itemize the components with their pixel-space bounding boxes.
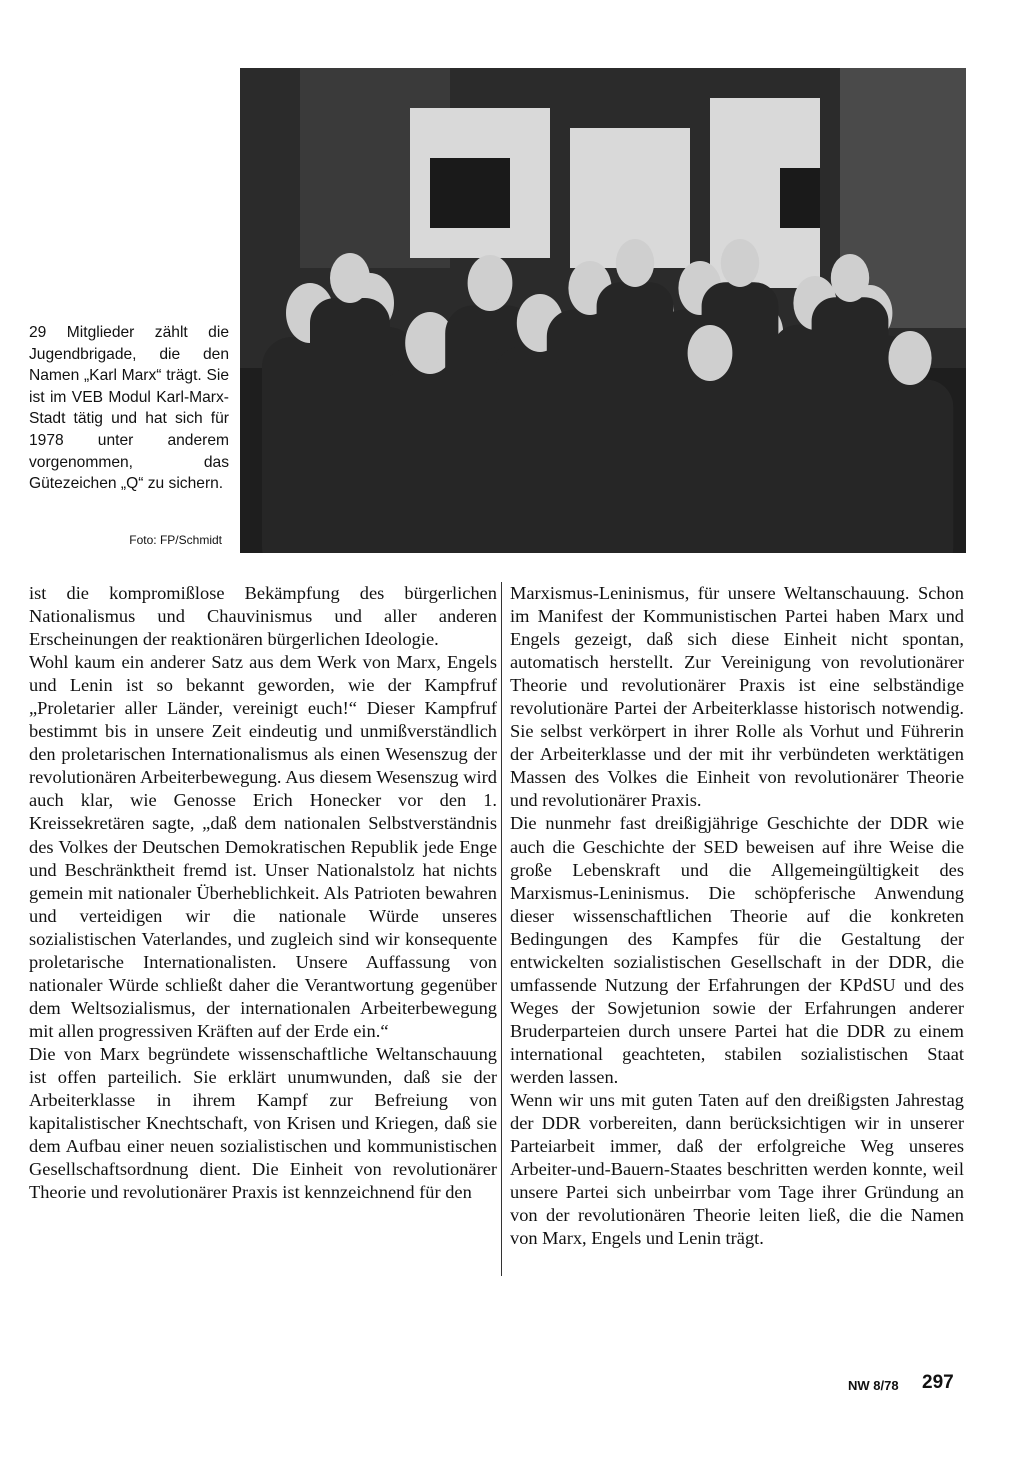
person-face xyxy=(831,254,869,302)
control-panel-left xyxy=(430,158,510,228)
photo-caption xyxy=(29,322,229,495)
person-face xyxy=(888,331,931,385)
photo-caption-text: 29 Mitglieder zählt die Jugendbrigade, die den Namen „Karl Marx“ trägt. Sie ist im VEB Modul Karl-Marx-Stadt tätig und hat sich für 1978 unter anderem vorgenommen, das Gütezeichen „Q“ zu sichern. xyxy=(29,324,229,493)
photo-credit: Foto: FP/Schmidt xyxy=(129,533,222,547)
person-face xyxy=(721,239,759,287)
control-panel-right xyxy=(780,168,820,228)
paragraph: ist die kompromißlose Bekämpfung des bürgerlichen Nationalismus und Chauvinismus und aller anderen Erscheinungen der reaktionären bürgerlichen Ideologie. xyxy=(29,583,497,650)
person-face xyxy=(468,255,513,311)
person-face xyxy=(616,239,654,287)
paragraph: Die von Marx begründete wissenschaftliche Weltanschauung ist offen parteilich. Sie erklärt unumwunden, daß sie der Arbeiterklasse in ihrem Kampf zur Befreiung von kapitalistischer Knechtschaft, von Krisen und Kriegen, daß sie dem Aufbau einer neuen sozialistischen und kommunistischen Gesellschaftsordnung dient. Die Einheit von revolutionärer Theorie und revolutionärer Praxis ist kennzeichnend für den xyxy=(29,1043,497,1203)
page-number: 297 xyxy=(922,1372,954,1393)
person-face xyxy=(688,325,733,381)
person-body xyxy=(812,297,889,553)
paragraph: Marxismus-Leninismus, für unsere Weltanschauung. Schon im Manifest der Kommunistischen Partei haben Marx und Engels gezeigt, daß sich diese Einheit nicht spontan, automatisch herstellt. Zur Vereinigung von revolutionärer Theorie und revolutionärer Praxis ist eine selbständige revolutionäre Partei der Arbeiterklasse historisch notwendig. Sie selbst verkörpert in ihrer Rolle als Vorhut und Führerin der Arbeiterklasse und der mit ihr verbündeten werktätigen Massen des Volkes die Einheit von revolutionärer Theorie und revolutionärer Praxis. xyxy=(510,583,964,811)
group-photo-illustration xyxy=(240,68,966,553)
article-column-right xyxy=(510,582,964,1250)
person-body xyxy=(597,282,674,553)
person-body xyxy=(665,375,755,553)
person-face xyxy=(330,253,370,303)
brigade-members xyxy=(262,239,953,553)
paragraph: Wohl kaum ein anderer Satz aus dem Werk von Marx, Engels und Lenin ist so bekannt geworden, wie der Kampfruf „Proletarier aller Länder, vereinigt euch!“ Dieser Kampfruf bestimmt bis in unsere Zeit eindeutig und unmißverständlich den proletarischen Internationalismus als einen Wesenszug der revolutionären Arbeiterbewegung. Aus diesem Wesenszug wird auch klar, wie Genosse Erich Honecker vor den 1. Kreissekretären sagte, „daß dem nationalen Selbstverständnis des Volkes der Deutschen Demokratischen Republik jede Enge und Beschränktheit fremd ist. Unser Nationalstolz hat nichts gemein mit nationaler Überheblichkeit. Als Patrioten bewahren und verteidigen wir die nationale Würde unseres sozialistischen Vaterlandes, und zugleich sind wir konsequente proletarische Internationalisten. Unsere Auffassung von nationaler Würde schließt daher die Verantwortung gegenüber dem Weltsozialismus, der internationalen Arbeiterbewegung mit allen progressiven Kräften auf der Erde ein.“ xyxy=(29,652,497,1041)
paragraph: Wenn wir uns mit guten Taten auf den dreißigsten Jahrestag der DDR vorbereiten, dann berücksichtigen wir in unserer Parteiarbeit immer, daß der erfolgreiche Weg unseres Arbeiter-und-Bauern-Staates beschritten werden konnte, weil unsere Partei sich unbeirrbar vom Tage ihrer Gründung an von der revolutionären Theorie leiten ließ, die die Namen von Marx, Engels und Lenin trägt. xyxy=(510,1090,964,1249)
column-divider xyxy=(501,582,502,1276)
paragraph: Die nunmehr fast dreißigjährige Geschichte der DDR wie auch die Geschichte der SED beweisen auf ihre Weise die große Lebenskraft und die Allgemeingültigkeit des Marxismus-Leninismus. Die schöpferische Anwendung dieser wissenschaftlichen Theorie auf die konkreten Bedingungen des Kampfes für die Gestaltung der entwickelten sozialistischen Gesellschaft in der DDR, die umfassende Nutzung der Erfahrungen der KPdSU und des Weges der Sowjetunion sowie der Erfahrungen anderer Bruderparteien durch unsere Partei hat die DDR zu einem international geachteten, stabilen sozialistischen Staat werden lassen. xyxy=(510,813,964,1087)
article-column-left xyxy=(29,582,497,1204)
journal-issue: NW 8/78 xyxy=(848,1378,899,1393)
person-body xyxy=(310,298,390,553)
group-photo xyxy=(240,68,966,553)
